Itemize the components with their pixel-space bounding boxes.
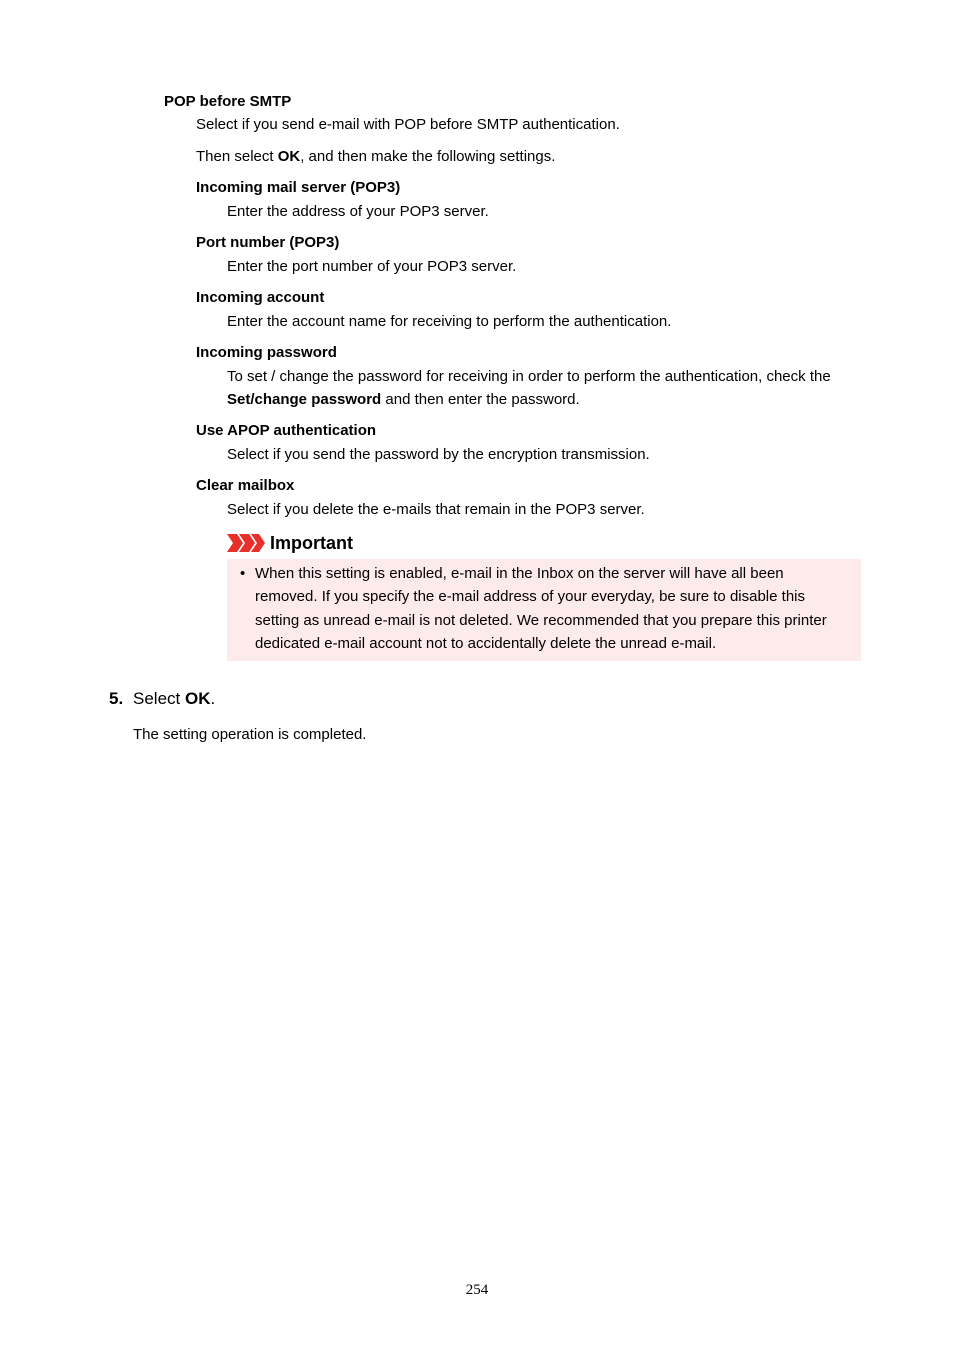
- step-ok: OK: [184, 689, 211, 708]
- important-line-3: setting as unread e-mail is not deleted. We recommended that you prepare this printer: [255, 612, 827, 629]
- step-suffix: .: [210, 689, 216, 708]
- setting-title-incoming-account: Incoming account: [196, 289, 325, 306]
- setting-desc-port-number: Enter the port number of your POP3 server.: [227, 258, 517, 275]
- setting-desc-incoming-password-line2: [227, 391, 580, 408]
- section-instruction: [196, 148, 555, 165]
- step-instruction: [133, 689, 215, 709]
- important-bullet: •: [240, 565, 246, 582]
- setting-title-apop: Use APOP authentication: [196, 422, 377, 439]
- important-chevrons-icon: [227, 534, 267, 552]
- important-line-2: removed. If you specify the e-mail address of your everyday, be sure to disable this: [255, 588, 805, 605]
- instruction-suffix: , and then make the following settings.: [300, 148, 556, 165]
- important-line-1: When this setting is enabled, e-mail in the Inbox on the server will have all been: [255, 565, 784, 582]
- setting-desc-incoming-password-line1: To set / change the password for receiving in order to perform the authentication, check the: [227, 368, 831, 385]
- instruction-ok: OK: [277, 148, 301, 165]
- step-result: The setting operation is completed.: [133, 726, 367, 743]
- step-number: 5.: [109, 689, 124, 708]
- setting-desc-clear-mailbox: Select if you delete the e-mails that remain in the POP3 server.: [227, 501, 645, 518]
- setting-title-incoming-server: Incoming mail server (POP3): [196, 179, 401, 196]
- section-title: POP before SMTP: [164, 93, 292, 110]
- page-number: 254: [465, 1282, 489, 1298]
- setting-title-port-number: Port number (POP3): [196, 234, 340, 251]
- password-line2-suffix: and then enter the password.: [381, 391, 580, 408]
- setting-desc-incoming-server: Enter the address of your POP3 server.: [227, 203, 489, 220]
- step-prefix: Select: [133, 689, 185, 708]
- section-description: Select if you send e-mail with POP before SMTP authentication.: [196, 116, 620, 133]
- instruction-prefix: Then select: [196, 148, 278, 165]
- setting-desc-apop: Select if you send the password by the encryption transmission.: [227, 446, 650, 463]
- important-line-4: dedicated e-mail account not to accidentally delete the unread e-mail.: [255, 635, 717, 652]
- setting-desc-incoming-account: Enter the account name for receiving to perform the authentication.: [227, 313, 672, 330]
- important-title: Important: [270, 533, 353, 553]
- setting-title-clear-mailbox: Clear mailbox: [196, 477, 295, 494]
- set-change-password-label: Set/change password: [227, 391, 382, 408]
- setting-title-incoming-password: Incoming password: [196, 344, 337, 361]
